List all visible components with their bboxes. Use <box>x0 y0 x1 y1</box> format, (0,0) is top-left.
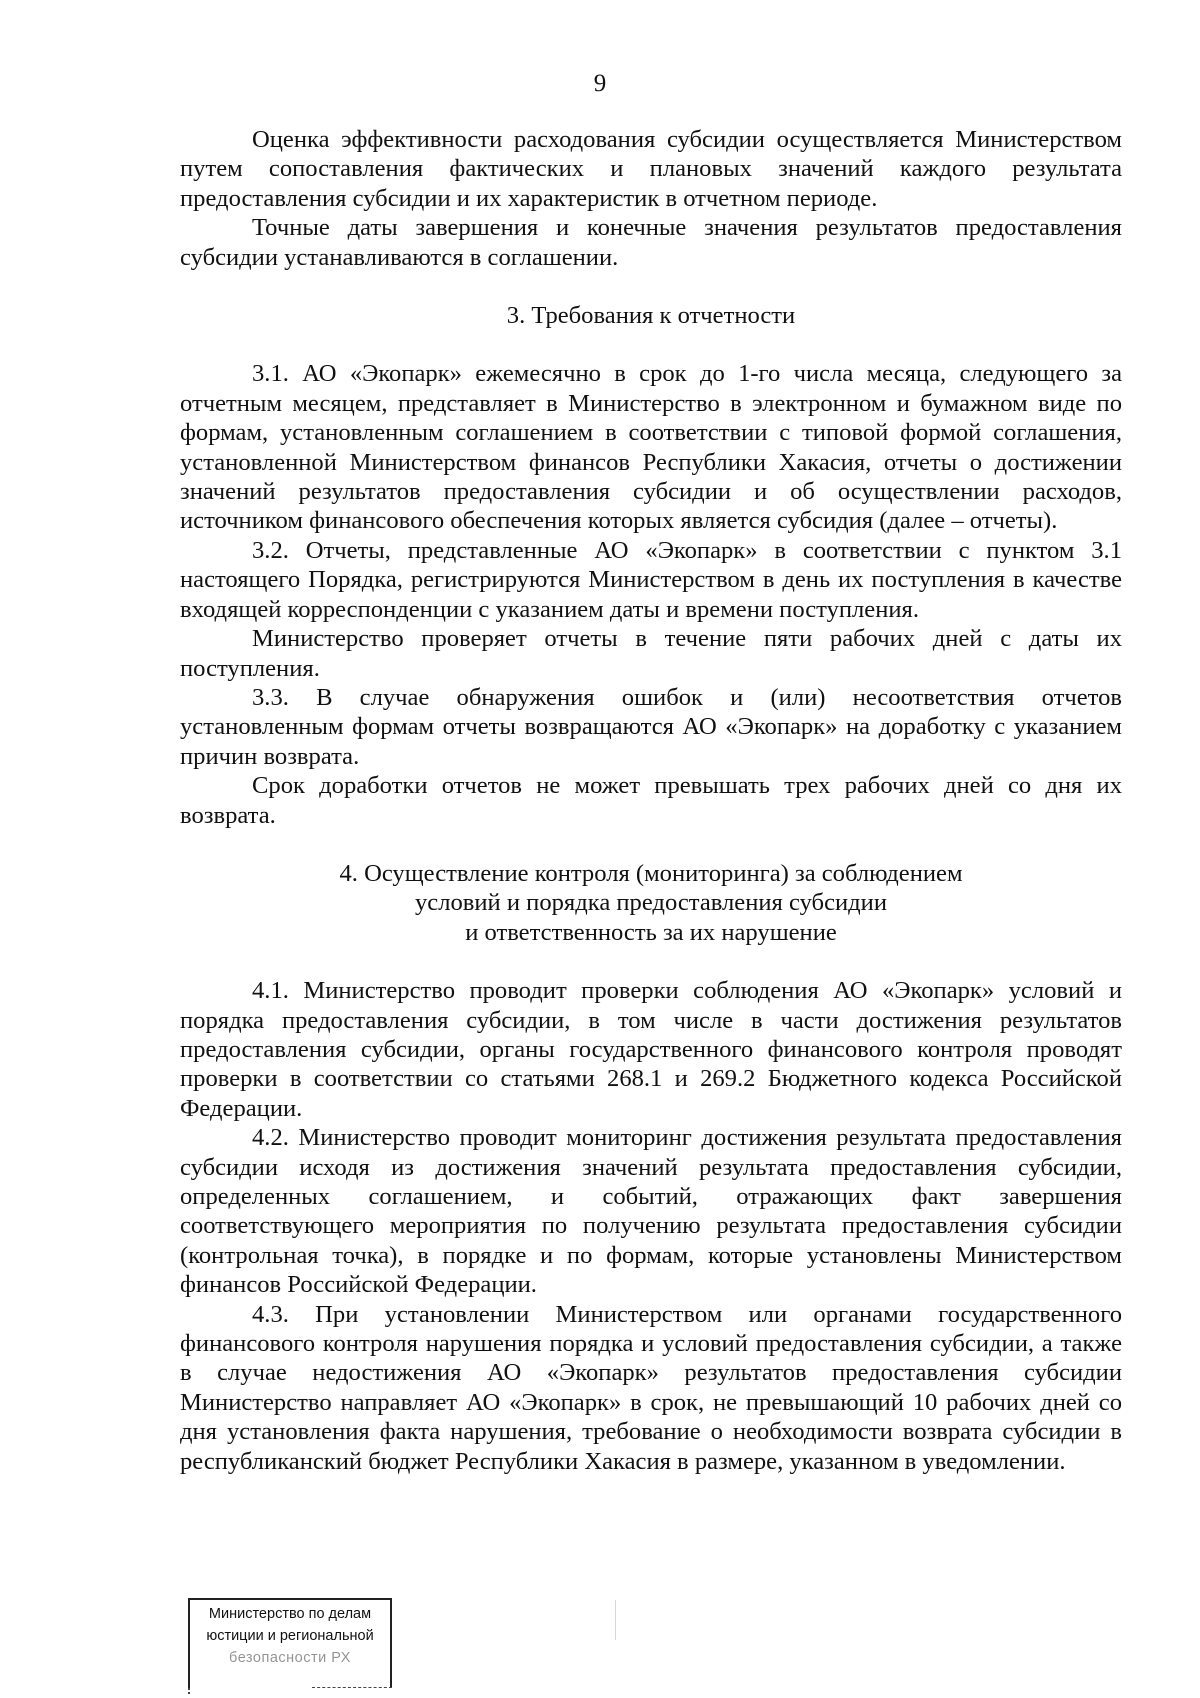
section-heading-4 <box>180 859 1122 947</box>
section-heading-3: 3. Требования к отчетности <box>506 302 796 330</box>
paragraph-evaluation: Оценка эффективности расходования субсидии осуществляется Министерством путем сопоставления фактических и плановых значений каждого результата предоставления субсидии и их характеристик в отчетном периоде. <box>180 126 1122 212</box>
section-heading-4-line2: условий и порядка предоставления субсидии <box>414 889 887 917</box>
stamp-line-1: Министерство по делам <box>208 1606 372 1622</box>
paragraph-3-1: 3.1. АО «Экопарк» ежемесячно в срок до 1-го числа месяца, следующего за отчетным месяцем, представляет в Министерство в электронном и бумажном виде по формам, установленным соглашением в соответствии с типовой формой соглашения, установленной Министерством финансов Республики Хакасия, отчеты о достижении значений результатов предоставления субсидии и об осуществлении расходов, источником финансового обеспечения которых является субсидия (далее – отчеты). <box>180 360 1122 535</box>
section-heading-4-line3: и ответственность за их нарушение <box>465 918 837 946</box>
paragraph-3-2-check: Министерство проверяет отчеты в течение пяти рабочих дней с даты их поступления. <box>180 625 1122 682</box>
stamp-base-line <box>312 1687 392 1688</box>
scan-artifact <box>615 1600 616 1640</box>
stamp-line-2: юстиции и региональной <box>206 1628 374 1644</box>
paragraph-3-3: 3.3. В случае обнаружения ошибок и (или) несоответствия отчетов установленным формам отчеты возвращаются АО «Экопарк» на доработку с указанием причин возврата. <box>180 683 1122 770</box>
page-number: 9 <box>593 70 607 97</box>
paragraph-3-2: 3.2. Отчеты, представленные АО «Экопарк» в соответствии с пунктом 3.1 настоящего Порядка, регистрируются Министерством в день их поступления в качестве входящей корреспонденции с указанием даты и времени поступления. <box>180 536 1122 623</box>
paragraph-dates: Точные даты завершения и конечные значения результатов предоставления субсидии устанавливаются в соглашении. <box>180 214 1122 271</box>
registration-stamp <box>188 1598 392 1688</box>
section-heading-4-line1: 4. Осуществление контроля (мониторинга) за соблюдением <box>339 859 963 887</box>
paragraph-4-2: 4.2. Министерство проводит мониторинг достижения результата предоставления субсидии исходя из достижения значений результата предоставления субсидии, определенных соглашением, и событий, отражающих факт завершения соответствующего мероприятия по получению результата предоставления субсидии (контрольная точка), в порядке и по формам, которые установлены Министерством финансов Российской Федерации. <box>180 1124 1122 1299</box>
document-body <box>180 125 1122 1476</box>
stamp-line-3: безопасности РХ <box>229 1650 351 1666</box>
paragraph-4-3: 4.3. При установлении Министерством или органами государственного финансового контроля нарушения порядка и условий предоставления субсидии, а также в случае недостижения АО «Экопарк» результатов предоставления субсидии Министерство направляет АО «Экопарк» в срок, не превышающий 10 рабочих дней со дня установления факта нарушения, требование о необходимости возврата субсидии в республиканский бюджет Республики Хакасия в размере, указанном в уведомлении. <box>180 1300 1122 1475</box>
stamp-tick <box>188 1688 192 1694</box>
paragraph-3-3-deadline: Срок доработки отчетов не может превышать трех рабочих дней со дня их возврата. <box>180 772 1122 829</box>
paragraph-4-1: 4.1. Министерство проводит проверки соблюдения АО «Экопарк» условий и порядка предоставления субсидии, в том числе в части достижения результатов предоставления субсидии, органы государственного финансового контроля проводят проверки в соответствии со статьями 268.1 и 269.2 Бюджетного кодекса Российской Федерации. <box>180 977 1122 1122</box>
